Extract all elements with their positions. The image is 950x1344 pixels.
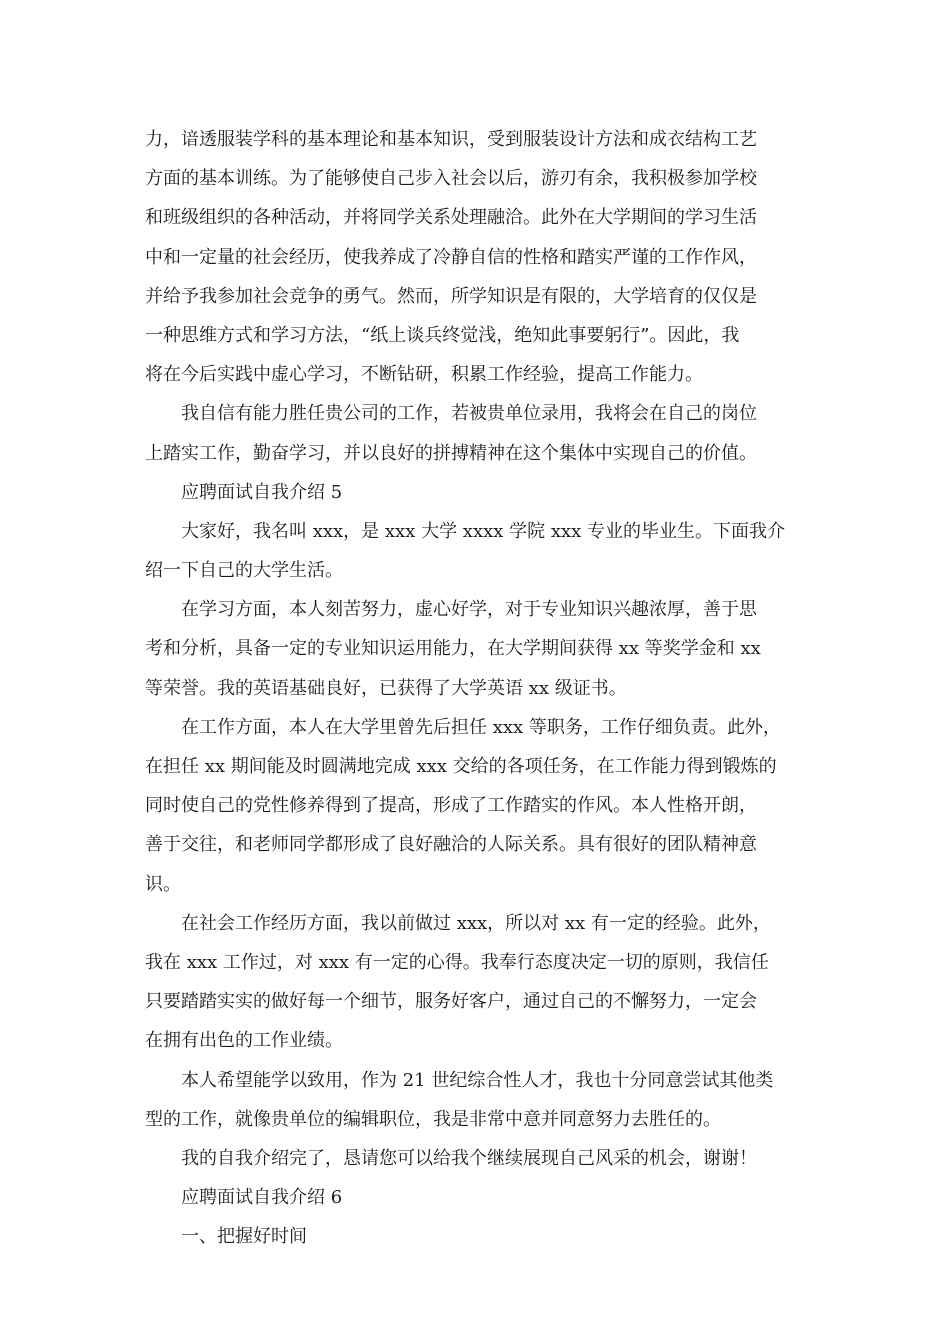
paragraph-start-line: 在工作方面，本人在大学里曾先后担任 xxx 等职务，工作仔细负责。此外， bbox=[181, 716, 781, 738]
text-line: 力，谙透服装学科的基本理论和基本知识，受到服装设计方法和成衣结构工艺 bbox=[145, 129, 757, 150]
section-heading: 应聘面试自我介绍 6 bbox=[181, 1187, 343, 1209]
text-line: 善于交往，和老师同学都形成了良好融洽的人际关系。具有很好的团队精神意 bbox=[145, 834, 757, 856]
text-line: 我在 xxx 工作过，对 xxx 有一定的心得。我奉行态度决定一切的原则，我信任 bbox=[145, 951, 769, 973]
text-line: 在担任 xx 期间能及时圆满地完成 xxx 交给的各项任务，在工作能力得到锻炼的 bbox=[145, 756, 777, 777]
paragraph-start-line: 在社会工作经历方面，我以前做过 xxx，所以对 xx 有一定的经验。此外， bbox=[181, 912, 771, 934]
text-line: 型的工作，就像贵单位的编辑职位，我是非常中意并同意努力去胜任的。 bbox=[145, 1108, 721, 1130]
text-line: 在拥有出色的工作业绩。 bbox=[145, 1030, 343, 1052]
section-heading: 应聘面试自我介绍 5 bbox=[181, 481, 343, 503]
text-line: 中和一定量的社会经历，使我养成了冷静自信的性格和踏实严谨的工作作风， bbox=[145, 246, 757, 268]
text-line: 考和分析，具备一定的专业知识运用能力，在大学期间获得 xx 等奖学金和 xx bbox=[145, 638, 761, 660]
paragraph-start-line: 在学习方面，本人刻苦努力，虚心好学，对于专业知识兴趣浓厚，善于思 bbox=[181, 599, 757, 621]
text-line: 并给予我参加社会竞争的勇气。然而，所学知识是有限的，大学培育的仅仅是 bbox=[145, 285, 757, 307]
document-body bbox=[145, 120, 810, 1256]
text-line: 只要踏踏实实的做好每一个细节，服务好客户，通过自己的不懈努力，一定会 bbox=[145, 991, 757, 1013]
paragraph-start-line: 大家好，我名叫 xxx，是 xxx 大学 xxxx 学院 xxx 专业的毕业生。下面我介 bbox=[181, 520, 786, 542]
text-line: 将在今后实践中虚心学习，不断钻研，积累工作经验，提高工作能力。 bbox=[145, 364, 703, 386]
text-line: 一种思维方式和学习方法，“纸上谈兵终觉浅，绝知此事要躬行”。因此，我 bbox=[145, 324, 740, 346]
text-line: 识。 bbox=[145, 873, 181, 895]
text-line: 上踏实工作，勤奋学习，并以良好的拼搏精神在这个集体中实现自己的价值。 bbox=[145, 442, 757, 464]
paragraph-start-line: 本人希望能学以致用，作为 21 世纪综合性人才，我也十分同意尝试其他类 bbox=[181, 1069, 774, 1091]
text-line: 方面的基本训练。为了能够使自己步入社会以后，游刃有余，我积极参加学校 bbox=[145, 168, 757, 190]
subsection-heading: 一、把握好时间 bbox=[181, 1226, 307, 1248]
text-line: 同时使自己的党性修养得到了提高，形成了工作踏实的作风。本人性格开朗， bbox=[145, 795, 757, 817]
paragraph-start-line: 我自信有能力胜任贵公司的工作，若被贵单位录用，我将会在自己的岗位 bbox=[181, 403, 757, 425]
paragraph-start-line: 我的自我介绍完了，恳请您可以给我个继续展现自己风采的机会，谢谢！ bbox=[181, 1147, 757, 1169]
text-line: 和班级组织的各种活动，并将同学关系处理融洽。此外在大学期间的学习生活 bbox=[145, 207, 757, 229]
text-line: 等荣誉。我的英语基础良好，已获得了大学英语 xx 级证书。 bbox=[145, 677, 627, 699]
text-line: 绍一下自己的大学生活。 bbox=[145, 560, 343, 582]
